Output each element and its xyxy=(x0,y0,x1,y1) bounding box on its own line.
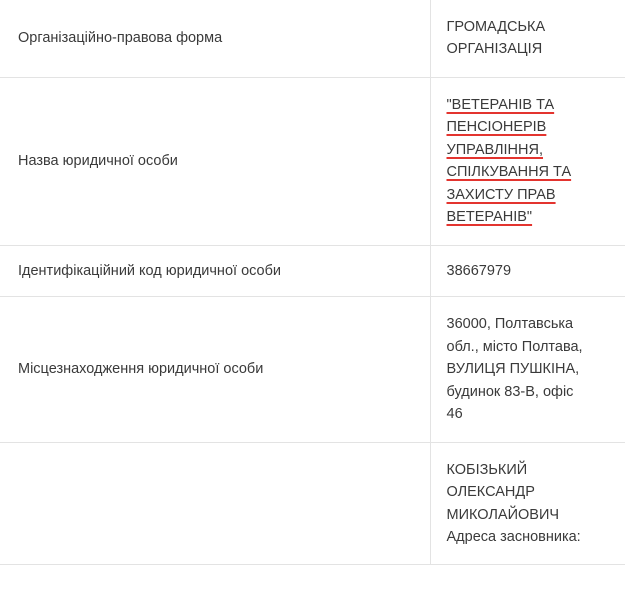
value-line: 46 xyxy=(446,406,463,423)
table-row xyxy=(0,442,625,565)
value-line: ОЛЕКСАНДР xyxy=(446,484,535,501)
row-label-legal-form: Організаційно-правова форма xyxy=(0,0,430,77)
value-line: ВУЛИЦЯ ПУШКІНА, xyxy=(446,361,580,378)
row-label-founder xyxy=(0,442,430,565)
value-line: ВЕТЕРАНІВ" xyxy=(446,209,533,226)
table-row xyxy=(0,245,625,296)
value-line: ГРОМАДСЬКА xyxy=(446,19,546,35)
row-value-legal-name xyxy=(430,77,625,245)
value-line: ЗАХИСТУ ПРАВ xyxy=(446,186,556,203)
value-line: МИКОЛАЙОВИЧ xyxy=(446,506,560,523)
table-row xyxy=(0,297,625,442)
value-line: будинок 83-В, офіс xyxy=(446,383,574,400)
value-line: ПЕНСІОНЕРІВ xyxy=(446,119,547,136)
row-value-founder xyxy=(430,442,625,565)
value-line: КОБІЗЬКИЙ xyxy=(446,461,528,478)
value-line: обл., місто Полтава, xyxy=(446,338,583,355)
row-value-address xyxy=(430,297,625,442)
table-row xyxy=(0,77,625,245)
value-line: Адреса засновника: xyxy=(446,528,581,545)
row-label-edrpou-code: Ідентифікаційний код юридичної особи xyxy=(0,245,430,296)
row-value-legal-form xyxy=(430,0,625,77)
value-line: 38667979 xyxy=(446,262,512,279)
value-line: СПІЛКУВАННЯ ТА xyxy=(446,164,572,181)
row-label-address: Місцезнаходження юридичної особи xyxy=(0,297,430,442)
table-row xyxy=(0,0,625,77)
row-value-edrpou-code xyxy=(430,245,625,296)
value-line: "ВЕТЕРАНІВ ТА xyxy=(446,96,555,113)
value-line: УПРАВЛІННЯ, xyxy=(446,141,544,158)
value-line: ОРГАНІЗАЦІЯ xyxy=(446,41,543,58)
row-label-legal-name: Назва юридичної особи xyxy=(0,77,430,245)
value-line: 36000, Полтавська xyxy=(446,316,574,333)
